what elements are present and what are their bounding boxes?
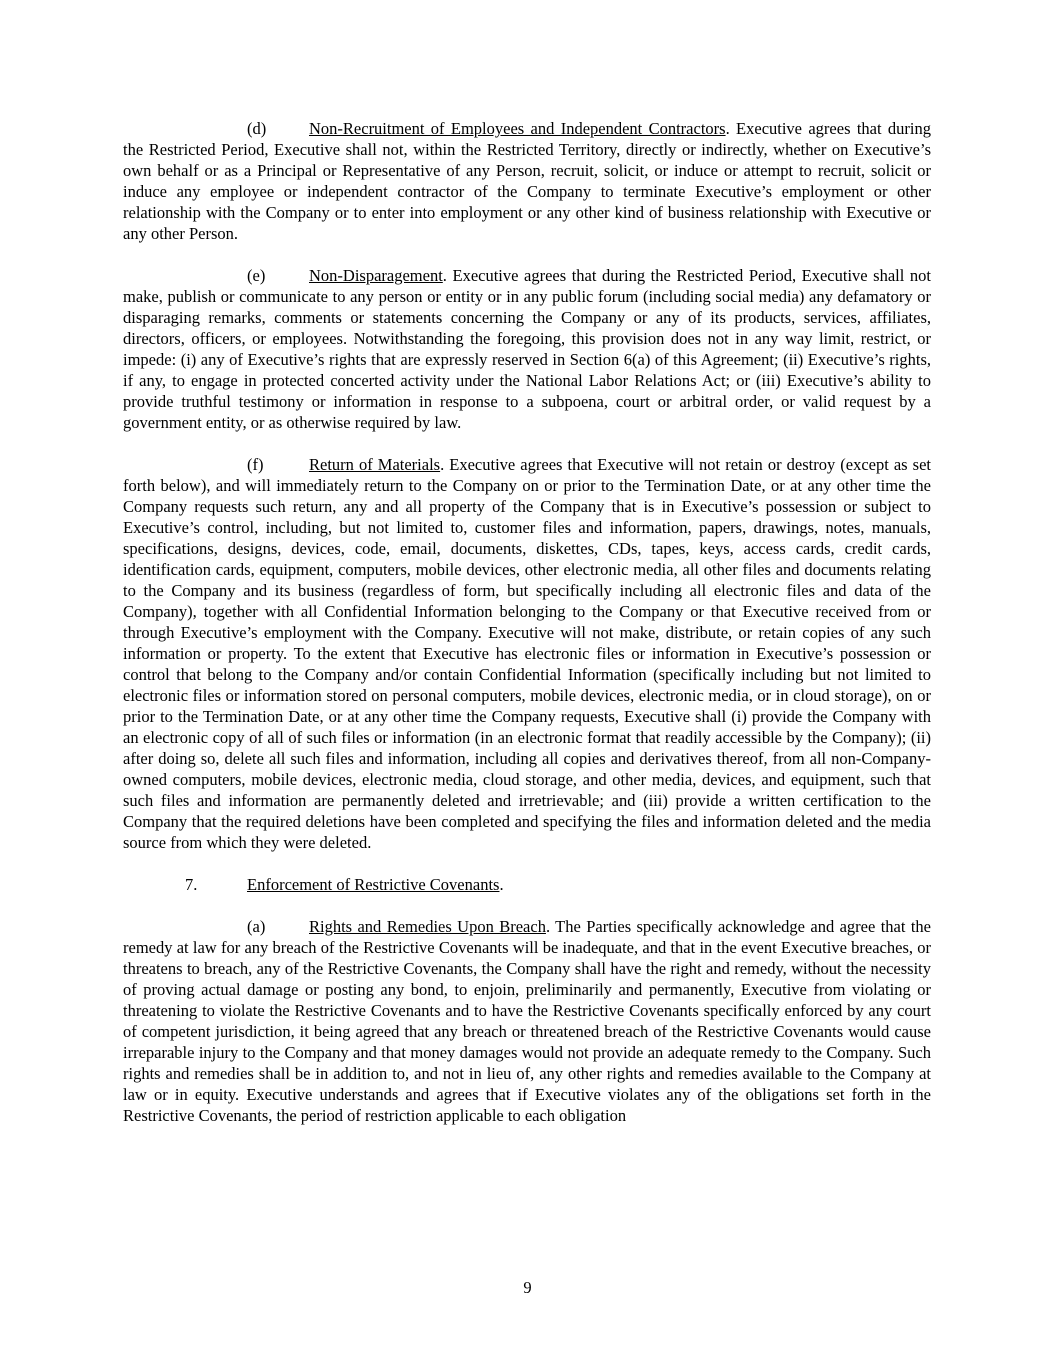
- paragraph-text: . Executive agrees that during the Restricted Period, Executive shall not make, publish or communicate to any person or entity or in any public forum (including social media) any defamatory or disparaging remarks, comments or statements concerning the Company or any of its products, services, affiliates, directors, officers, or employees. Notwithstanding the foregoing, this provision does not in any way limit, restrict, or impede: (i) any of Executive’s rights that are expressly reserved in Section 6(a) of this Agreement; (ii) Executive’s rights, if any, to engage in protected concerted activity under the National Labor Relations Act; or (iii) Executive’s ability to provide truthful testimony or information in response to a subpoena, court or arbitral order, or valid request by a government entity, or as otherwise required by law.: [123, 266, 931, 432]
- paragraph-d-non-recruitment: [123, 118, 931, 244]
- paragraph-a-rights-and-remedies: [123, 916, 931, 1126]
- paragraph-label: (f): [247, 455, 264, 474]
- paragraph-heading: Non-Disparagement: [309, 266, 443, 285]
- paragraph-heading: Return of Materials: [309, 455, 441, 474]
- section-text: .: [499, 875, 504, 894]
- document-body: [123, 118, 931, 1147]
- paragraph-text: . The Parties specifically acknowledge and agree that the remedy at law for any breach of the Restrictive Covenants will be inadequate, and that in the event Executive breaches, or threatens to breach, any of the Restrictive Covenants, the Company shall have the right and remedy, without the necessity of proving actual damage or posting any bond, to enjoin, preliminarily and permanently, Executive from violating or threatening to violate the Restrictive Covenants and to have the Restrictive Covenants specifically enforced by any court of competent jurisdiction, it being agreed that any breach or threatened breach of the Restrictive Covenants would cause irreparable injury to the Company and that money damages would not provide an adequate remedy to the Company. Such rights and remedies shall be in addition to, and not in lieu of, any other rights and remedies available to the Company at law or in equity. Executive understands and agrees that if Executive violates any of the obligations set forth in the Restrictive Covenants, the period of restriction applicable to each obligation: [123, 917, 932, 1125]
- paragraph-e-non-disparagement: [123, 265, 931, 433]
- paragraph-label: (d): [247, 119, 267, 138]
- paragraph-heading: Rights and Remedies Upon Breach: [309, 917, 546, 936]
- paragraph-text: . Executive agrees that Executive will not retain or destroy (except as set forth below), and will immediately return to the Company on or prior to the Termination Date, or at any other time the Company requests such return, any and all property of the Company that is in Executive’s possession or subject to Executive’s control, including, but not limited to, customer files and information, papers, drawings, notes, manuals, specifications, designs, devices, code, email, documents, diskettes, CDs, tapes, keys, access cards, credit cards, identification cards, equipment, computers, mobile devices, other electronic media, all other files and documents relating to the Company and its business (regardless of form, but specifically including all electronic files and data of the Company), together with all Confidential Information belonging to the Company or that Executive received from or through Executive’s employment with the Company. Executive will not make, distribute, or retain copies of any such information or property. To the extent that Executive has electronic files or information in Executive’s possession or control that belong to the Company and/or contain Confidential Information (specifically including but not limited to electronic files or information stored on personal computers, mobile devices, electronic media, or in cloud storage), on or prior to the Termination Date, or at any other time the Company requests, Executive shall (i) provide the Company with an electronic copy of all of such files or information (in an electronic format that readily accessible by the Company); (ii) after doing so, delete all such files and information, including all copies and derivatives thereof, from all non-Company-owned computers, mobile devices, electronic media, cloud storage, and other media, devices, and equipment, such that such files and information are permanently deleted and irretrievable; and (iii) provide a written certification to the Company that the required deletions have been completed and specifying the files and information deleted and the media source from which they were deleted.: [123, 455, 931, 852]
- page-number: 9: [523, 1278, 532, 1297]
- paragraph-label: (a): [247, 917, 266, 936]
- paragraph-text: . Executive agrees that during the Restricted Period, Executive shall not, within the Restricted Territory, directly or indirectly, whether on Executive’s own behalf or as a Principal or Representative of any Person, recruit, solicit, or induce or attempt to recruit, solicit or induce any employee or independent contractor of the Company to terminate Executive’s employment or other relationship with the Company or to enter into employment or any other kind of business relationship with Executive or any other Person.: [123, 119, 931, 243]
- section-7-enforcement: [123, 874, 931, 895]
- paragraph-f-return-of-materials: [123, 454, 931, 853]
- section-heading: Enforcement of Restrictive Covenants: [247, 875, 500, 894]
- paragraph-heading: Non-Recruitment of Employees and Independent Contractors: [309, 119, 726, 138]
- section-number: 7.: [185, 875, 198, 894]
- paragraph-label: (e): [247, 266, 266, 285]
